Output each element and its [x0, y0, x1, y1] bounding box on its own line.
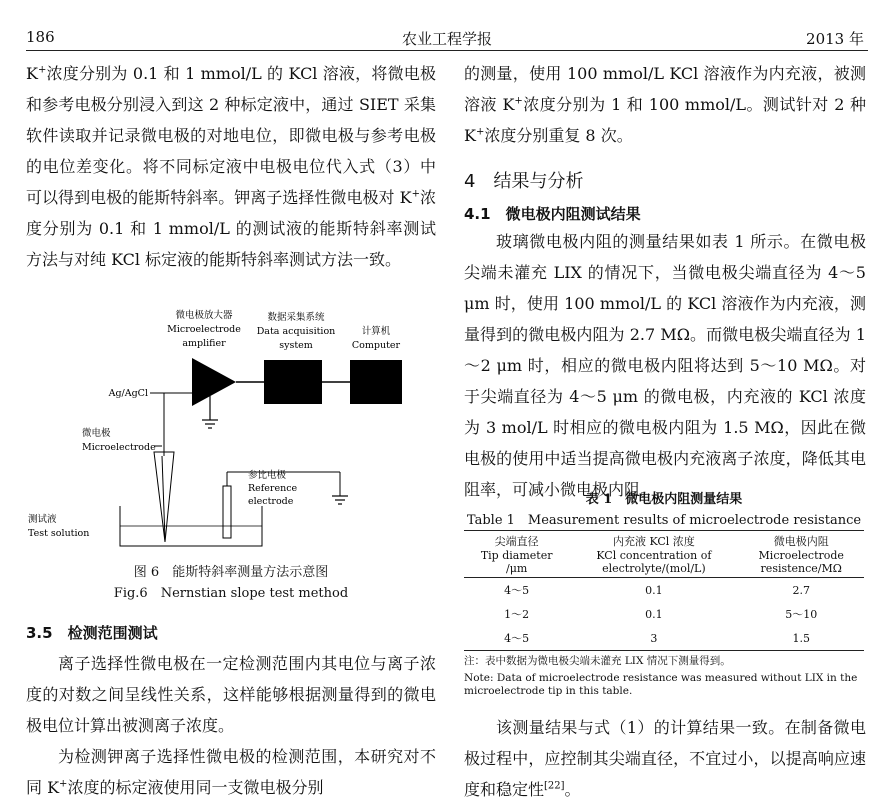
nernstian-diagram — [26, 296, 436, 556]
page-number: 186 — [26, 28, 55, 46]
table-header-row — [464, 531, 864, 578]
table-cell: 0.1 — [645, 607, 663, 621]
table-cell: 2.7 — [792, 583, 810, 597]
figure-caption-cn: 图 6 能斯特斜率测量方法示意图 — [133, 565, 329, 580]
test-label-cn: 测试液 — [28, 514, 57, 525]
figure-caption-en: Fig.6 Nernstian slope test method — [113, 586, 349, 601]
amp-label-en1: Microelectrode — [167, 324, 241, 335]
right-paragraph-3: 该测量结果与式（1）的计算结果一致。在制备微电极过程中，应控制其尖端直径，不宜过小，以提高响应速度和稳定性[22]。 — [464, 718, 866, 799]
agcl-label: Ag/AgCl — [108, 388, 148, 399]
right-paragraph-2: 玻璃微电极内阻的测量结果如表 1 所示。在微电极尖端未灌充 LIX 的情况下，当微电极尖端直径为 4～5 μm 时，使用 100 mmol/L 的 KCl 溶液作为内充液，测量得到的微电极内阻为 2.7 MΩ。而微电极尖端直径为 1～2 μm 时，相应的微电极内阻将达到 5～10 MΩ。对于尖端直径为 4～5 μm 的微电极，内充液的 KCl 浓度为 3 mol/L 时相应的微电极内阻为 1.5 MΩ，因此在微电极的使用中适当提高微电极内充液离子浓度，降低其电阻率，可减小微电极内阻。 — [464, 232, 866, 499]
table-cell: 4～5 — [504, 584, 530, 597]
ref-label-en2: electrode — [248, 496, 294, 507]
left-paragraph-2: 离子选择性微电极在一定检测范围内其电位与离子浓度的对数之间呈线性关系，这样能够根据测量得到的微电极电位计算出被测离子浓度。 — [26, 654, 436, 735]
section-4-1-heading: 4.1 微电极内阻测试结果 — [464, 205, 641, 223]
reference-electrode — [223, 486, 231, 538]
computer-box — [350, 360, 402, 404]
table-1 — [464, 488, 864, 698]
publication-year: 2013 年 — [806, 30, 864, 48]
left-paragraph-1: K+浓度分别为 0.1 和 1 mmol/L 的 KCl 溶液，将微电极和参考电极分别浸入到这 2 种标定液中，通过 SIET 采集软件读取并记录微电极的对地电位，即微电极与参考电极的电位差变化。将不同标定液中电极电位代入式（3）中可以得到电极的能斯特斜率。钾离子选择性微电极对 K+浓度分别为 0.1 和 1 mmol/L 的测试液的能斯特斜率测试方法与对纯 KCl 标定液的能斯特斜率测试方法一致。 — [26, 64, 436, 269]
table-note-en: Note: Data of microelectrode resistance was measured without LIX in the microelectrode tip in this table. — [464, 672, 858, 697]
journal-title: 农业工程学报 — [401, 30, 492, 48]
table-cell: 1.5 — [792, 631, 810, 645]
table-caption-cn: 表 1 微电极内阻测量结果 — [585, 492, 743, 507]
right-column-lower — [464, 712, 866, 805]
daq-label-en2: system — [279, 340, 313, 351]
amp-label-cn: 微电极放大器 — [175, 310, 233, 321]
amp-label-en2: amplifier — [182, 338, 226, 349]
daq-label-en1: Data acquisition — [256, 326, 336, 337]
resistance-table — [464, 530, 864, 651]
header-tip-diameter: 尖端直径 Tip diameter /μm — [480, 535, 553, 575]
amplifier-triangle — [192, 358, 236, 406]
table-cell: 5～10 — [785, 608, 818, 621]
header-kcl-concentration: 内充液 KCl 浓度 KCl concentration of electrolyte/(mol/L) — [596, 535, 712, 575]
header-resistance: 微电极内阻 Microelectrode resistence/MΩ — [758, 535, 844, 575]
section-4-heading: 4 结果与分析 — [464, 171, 584, 192]
left-paragraph-3: 为检测钾离子选择性微电极的检测范围，本研究对不同 K+浓度的标定液使用同一支微电极分别 — [26, 747, 436, 797]
section-3-5-heading: 3.5 检测范围测试 — [26, 624, 158, 642]
test-label-en: Test solution — [28, 528, 90, 539]
right-paragraph-1: 的测量，使用 100 mmol/L KCl 溶液作为内充液，被测溶液 K+浓度分别为 1 和 100 mmol/L。测试针对 2 种 K+浓度分别重复 8 次。 — [464, 64, 866, 145]
left-column — [26, 58, 436, 275]
pc-label-en: Computer — [351, 340, 401, 351]
left-column-lower — [26, 648, 436, 803]
daq-label-cn: 数据采集系统 — [267, 312, 325, 323]
table-cell: 4～5 — [504, 632, 530, 645]
right-column — [464, 58, 866, 505]
page-header — [26, 28, 868, 51]
table-cell: 3 — [650, 631, 658, 645]
table-row — [464, 602, 864, 626]
table-caption-en: Table 1 Measurement results of microelectrode resistance — [466, 513, 862, 528]
micro-label-cn: 微电极 — [82, 428, 111, 439]
ref-label-en1: Reference — [248, 483, 298, 494]
table-cell: 1～2 — [504, 608, 530, 621]
table-cell: 0.1 — [645, 583, 663, 597]
table-row — [464, 626, 864, 651]
table-row — [464, 578, 864, 603]
microelectrode-body — [154, 452, 174, 542]
table-note-cn: 注：表中数据为微电极尖端未灌充 LIX 情况下测量得到。 — [464, 655, 731, 667]
daq-box — [264, 360, 322, 404]
pc-label-cn: 计算机 — [361, 326, 391, 337]
micro-label-en: Microelectrode — [82, 442, 156, 453]
ref-label-cn: 参比电极 — [248, 470, 287, 481]
